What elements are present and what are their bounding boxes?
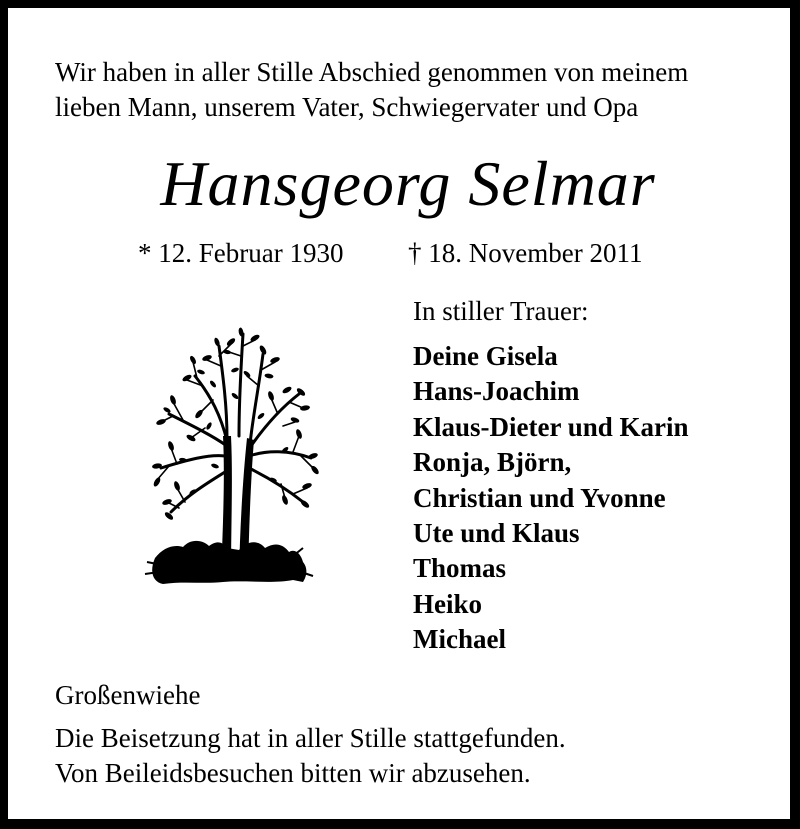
mourner-name: Heiko [413,588,483,619]
deceased-name: Hansgeorg Selmar [160,148,656,219]
mourner-name: Klaus-Dieter und Karin [413,411,689,442]
place-name: Großenwiehe [55,680,201,710]
mourner-name: Christian und Yvonne [413,482,666,513]
mourner-name: Hans-Joachim [413,376,580,407]
mourners-list [413,339,689,658]
notice-line: Von Beileidsbesuchen bitten wir abzusehen. [55,758,531,788]
intro-text [55,55,775,125]
death-date: † 18. November 2011 [408,238,643,268]
tree-icon [143,326,323,592]
mourning-label: In stiller Trauer: [413,296,589,326]
mourner-name: Thomas [413,553,507,584]
mourner-name: Michael [413,624,506,655]
mourner-name: Ronja, Björn, [413,447,572,478]
intro-line: lieben Mann, unserem Vater, Schwiegervater und Opa [55,92,639,122]
intro-line: Wir haben in aller Stille Abschied genommen von meinem [55,57,689,87]
notice-line: Die Beisetzung hat in aller Stille stattgefunden. [55,723,566,753]
mourner-name: Deine Gisela [413,341,558,371]
funeral-notice [55,721,566,791]
birth-date: * 12. Februar 1930 [138,238,344,268]
mourner-name: Ute und Klaus [413,518,580,549]
